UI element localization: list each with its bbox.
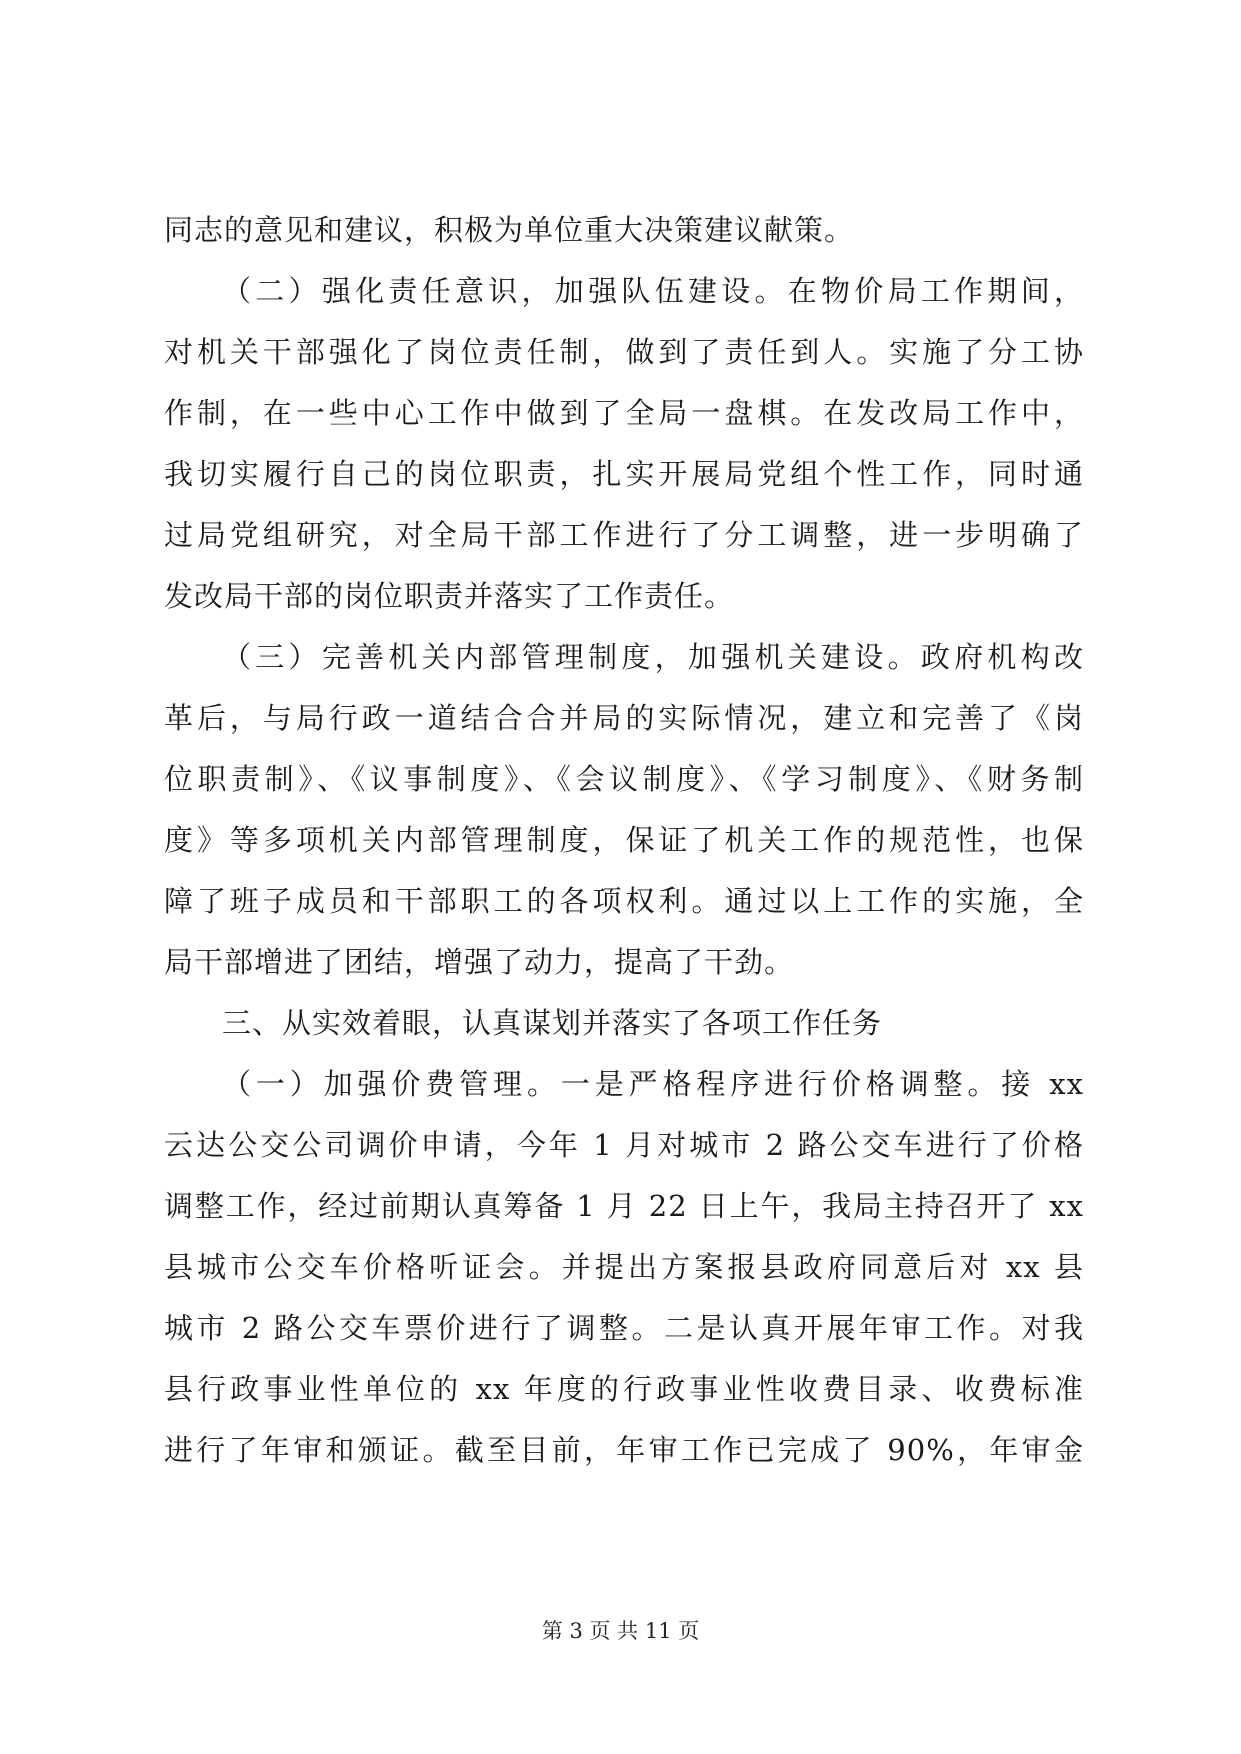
text-line: 云达公交公司调价申请，今年 1 月对城市 2 路公交车进行了价格 bbox=[164, 1128, 1084, 1162]
text-line: 城市 2 路公交车票价进行了调整。二是认真开展年审工作。对我 bbox=[164, 1311, 1084, 1345]
text-line: （三）完善机关内部管理制度，加强机关建设。政府机构改 bbox=[222, 640, 1084, 674]
text-line: 进行了年审和颁证。截至目前，年审工作已完成了 90%，年审金 bbox=[164, 1433, 1084, 1467]
text-line: 同志的意见和建议，积极为单位重大决策建议献策。 bbox=[164, 213, 855, 247]
text-line: 作制，在一些中心工作中做到了全局一盘棋。在发改局工作中， bbox=[164, 396, 1084, 430]
page-footer bbox=[0, 1615, 1241, 1645]
text-line: 发改局干部的岗位职责并落实了工作责任。 bbox=[164, 579, 735, 613]
text-line: 调整工作，经过前期认真筹备 1 月 22 日上午，我局主持召开了 xx bbox=[164, 1189, 1084, 1223]
text-line: 对机关干部强化了岗位责任制，做到了责任到人。实施了分工协 bbox=[164, 335, 1084, 369]
text-line: （二）强化责任意识，加强队伍建设。在物价局工作期间， bbox=[222, 274, 1084, 308]
text-line: （一）加强价费管理。一是严格程序进行价格调整。接 xx bbox=[222, 1067, 1084, 1101]
text-line: 我切实履行自己的岗位职责，扎实开展局党组个性工作，同时通 bbox=[164, 457, 1084, 491]
text-line: 度》等多项机关内部管理制度，保证了机关工作的规范性，也保 bbox=[164, 823, 1084, 857]
text-line: 过局党组研究，对全局干部工作进行了分工调整，进一步明确了 bbox=[164, 518, 1084, 552]
text-line: 三、从实效着眼，认真谋划并落实了各项工作任务 bbox=[222, 1006, 883, 1040]
document-body bbox=[164, 200, 1084, 1481]
text-line: 局干部增进了团结，增强了动力，提高了干劲。 bbox=[164, 945, 795, 979]
text-line: 位职责制》、《议事制度》、《会议制度》、《学习制度》、《财务制 bbox=[164, 762, 1084, 796]
text-line: 县城市公交车价格听证会。并提出方案报县政府同意后对 xx 县 bbox=[164, 1250, 1084, 1284]
text-line: 县行政事业性单位的 xx 年度的行政事业性收费目录、收费标准 bbox=[164, 1372, 1084, 1406]
page-number-label: 第 3 页 共 11 页 bbox=[541, 1619, 700, 1643]
text-line: 革后，与局行政一道结合合并局的实际情况，建立和完善了《岗 bbox=[164, 701, 1084, 735]
text-line: 障了班子成员和干部职工的各项权利。通过以上工作的实施，全 bbox=[164, 884, 1084, 918]
